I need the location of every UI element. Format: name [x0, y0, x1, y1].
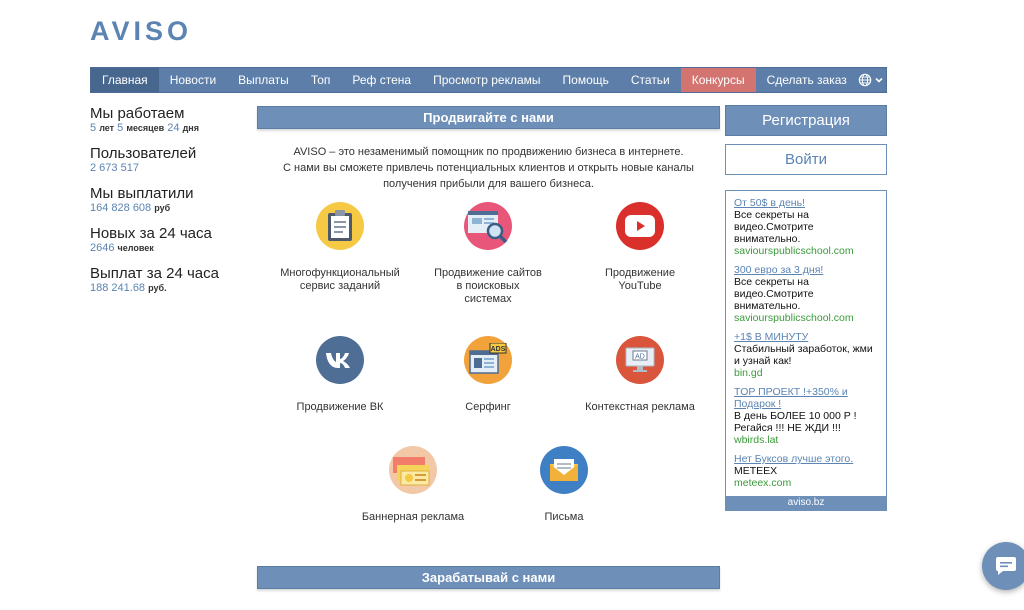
- youtube-icon: [616, 202, 664, 250]
- service-label: [413, 401, 563, 414]
- nav-item-top[interactable]: Топ: [310, 73, 331, 87]
- nav-item-help[interactable]: Помощь: [562, 73, 609, 87]
- ad-text: Стабильный заработок, жми и узнай как!: [734, 343, 873, 367]
- stat-paid: [90, 185, 250, 215]
- stat-users: [90, 145, 250, 175]
- main-content: [257, 106, 720, 532]
- ad-item[interactable]: [734, 197, 878, 257]
- service-tasks[interactable]: [265, 202, 415, 293]
- ad-title[interactable]: 300 евро за 3 дня!: [734, 264, 824, 276]
- service-seo[interactable]: [413, 202, 563, 306]
- service-label-line: Письма: [544, 511, 584, 523]
- service-label: [338, 511, 488, 524]
- main-nav: [90, 67, 887, 93]
- ad-url[interactable]: wbirds.lat: [734, 434, 779, 446]
- ad-item[interactable]: [734, 453, 878, 489]
- ads-footer[interactable]: aviso.bz: [726, 496, 886, 510]
- nav-item-news[interactable]: Новости: [169, 73, 217, 87]
- ad-item[interactable]: [734, 264, 878, 324]
- register-button[interactable]: Регистрация: [725, 105, 887, 136]
- service-surfing[interactable]: [413, 336, 563, 414]
- service-mail[interactable]: [489, 446, 639, 524]
- stat-title: Пользователей: [90, 145, 197, 162]
- service-label-line: Серфинг: [465, 401, 511, 413]
- service-vk[interactable]: [265, 336, 415, 414]
- chevron-down-icon: [875, 76, 883, 84]
- service-label: [413, 267, 563, 306]
- stat-unit: лет: [99, 123, 115, 133]
- nav-item-view-ads[interactable]: Просмотр рекламы: [433, 73, 541, 87]
- ad-text: METEEX: [734, 465, 778, 477]
- ad-item[interactable]: [734, 331, 878, 379]
- ads-block: [725, 190, 887, 511]
- stat-days: 24: [167, 122, 180, 134]
- service-context[interactable]: [565, 336, 715, 414]
- stat-years: 5: [90, 122, 97, 134]
- stat-working: [90, 105, 250, 135]
- chat-bubble-icon: [995, 556, 1017, 576]
- service-label-line: Баннерная реклама: [361, 511, 465, 523]
- stat-unit: руб: [154, 203, 171, 213]
- ad-url[interactable]: bin.gd: [734, 367, 763, 379]
- stat-unit: дня: [182, 123, 199, 133]
- ad-title[interactable]: +1$ В МИНУТУ: [734, 331, 809, 343]
- nav-item-articles[interactable]: Статьи: [630, 73, 670, 87]
- stat-months: 5: [117, 122, 124, 134]
- ad-text: В день БОЛЕЕ 10 000 Р ! Регайся !!! НЕ ЖДИ !!!: [734, 410, 857, 434]
- service-label: [565, 401, 715, 414]
- stat-unit: месяцев: [126, 123, 165, 133]
- ad-url[interactable]: saviourspublicschool.com: [734, 245, 854, 257]
- service-youtube[interactable]: [565, 202, 715, 293]
- stat-number: 2646: [90, 242, 115, 254]
- stat-unit: человек: [117, 243, 154, 253]
- services-grid: [257, 202, 720, 532]
- stat-new-users: [90, 225, 250, 255]
- seo-search-icon: [464, 202, 512, 250]
- nav-item-payouts[interactable]: Выплаты: [238, 73, 289, 87]
- stat-value: [90, 282, 250, 295]
- surfing-ads-icon: [464, 336, 512, 384]
- nav-item-contests[interactable]: Конкурсы: [681, 68, 756, 92]
- section-heading-promote: Продвигайте с нами: [257, 106, 720, 129]
- ad-title[interactable]: Нет Буксов лучше этого.: [734, 453, 854, 465]
- nav-item-ref-wall[interactable]: Реф стена: [352, 73, 412, 87]
- login-button[interactable]: Войти: [725, 144, 887, 175]
- site-logo[interactable]: AVISO: [90, 16, 193, 46]
- stat-title: Мы работаем: [90, 105, 185, 122]
- nav-item-make-order[interactable]: Сделать заказ: [766, 73, 847, 87]
- globe-icon: [858, 73, 872, 87]
- context-ad-icon: [616, 336, 664, 384]
- ad-title[interactable]: TOP ПРОЕКТ !+350% и Подарок !: [734, 386, 848, 410]
- stat-title: Новых за 24 часа: [90, 225, 212, 242]
- ad-title[interactable]: От 50$ в день!: [734, 197, 805, 209]
- stat-title: Мы выплатили: [90, 185, 194, 202]
- stat-title: Выплат за 24 часа: [90, 265, 219, 282]
- service-label-line: Продвижение: [604, 267, 676, 279]
- stat-payouts-24h: [90, 265, 250, 295]
- intro-line: С нами вы сможете привлечь потенциальных клиентов и открыть новые каналы: [283, 162, 694, 174]
- stat-value: [90, 202, 250, 215]
- stat-value: 2 673 517: [90, 162, 139, 174]
- service-label: [489, 511, 639, 524]
- stat-value: [90, 242, 250, 255]
- service-label-line: Контекстная реклама: [585, 401, 695, 413]
- chat-button[interactable]: [982, 542, 1024, 590]
- mail-icon: [540, 446, 588, 494]
- stat-number: 164 828 608: [90, 202, 152, 214]
- clipboard-icon: [316, 202, 364, 250]
- service-label-line: Многофункциональный: [280, 267, 400, 279]
- service-label-line: сервис заданий: [299, 280, 381, 292]
- stat-value: [90, 122, 250, 135]
- stat-number: 188 241.68: [90, 282, 146, 294]
- svg-text:ADS: ADS: [490, 346, 506, 353]
- banner-icon: [389, 446, 437, 494]
- intro-text: [257, 144, 720, 192]
- intro-line: AVISO – это незаменимый помощник по продвижению бизнеса в интернете.: [293, 146, 684, 158]
- service-banner[interactable]: [338, 446, 488, 524]
- service-label: [265, 267, 415, 293]
- ad-text: Все секреты на видео.Смотрите внимательно.: [734, 276, 814, 312]
- nav-item-home[interactable]: Главная: [91, 68, 159, 92]
- service-label-line: YouTube: [618, 280, 662, 292]
- service-label-line: Продвижение ВК: [296, 401, 384, 413]
- intro-line: получения прибыли для вашего бизнеса.: [383, 178, 594, 190]
- language-selector[interactable]: [858, 68, 893, 92]
- vk-icon: [316, 336, 364, 384]
- ad-text: Все секреты на видео.Смотрите внимательно.: [734, 209, 814, 245]
- ad-item[interactable]: [734, 386, 878, 446]
- section-heading-earn: Зарабатывай с нами: [257, 566, 720, 589]
- ad-url[interactable]: meteex.com: [734, 477, 792, 489]
- service-label: [565, 267, 715, 293]
- service-label-line: системах: [464, 293, 512, 305]
- svg-text:AD: AD: [635, 353, 645, 361]
- service-label: [265, 401, 415, 414]
- right-sidebar: [725, 105, 887, 511]
- service-label-line: Продвижение сайтов: [434, 267, 542, 279]
- service-label-line: в поисковых: [456, 280, 520, 292]
- stats-panel: [90, 105, 250, 305]
- stat-unit: руб.: [148, 283, 167, 293]
- ad-url[interactable]: saviourspublicschool.com: [734, 312, 854, 324]
